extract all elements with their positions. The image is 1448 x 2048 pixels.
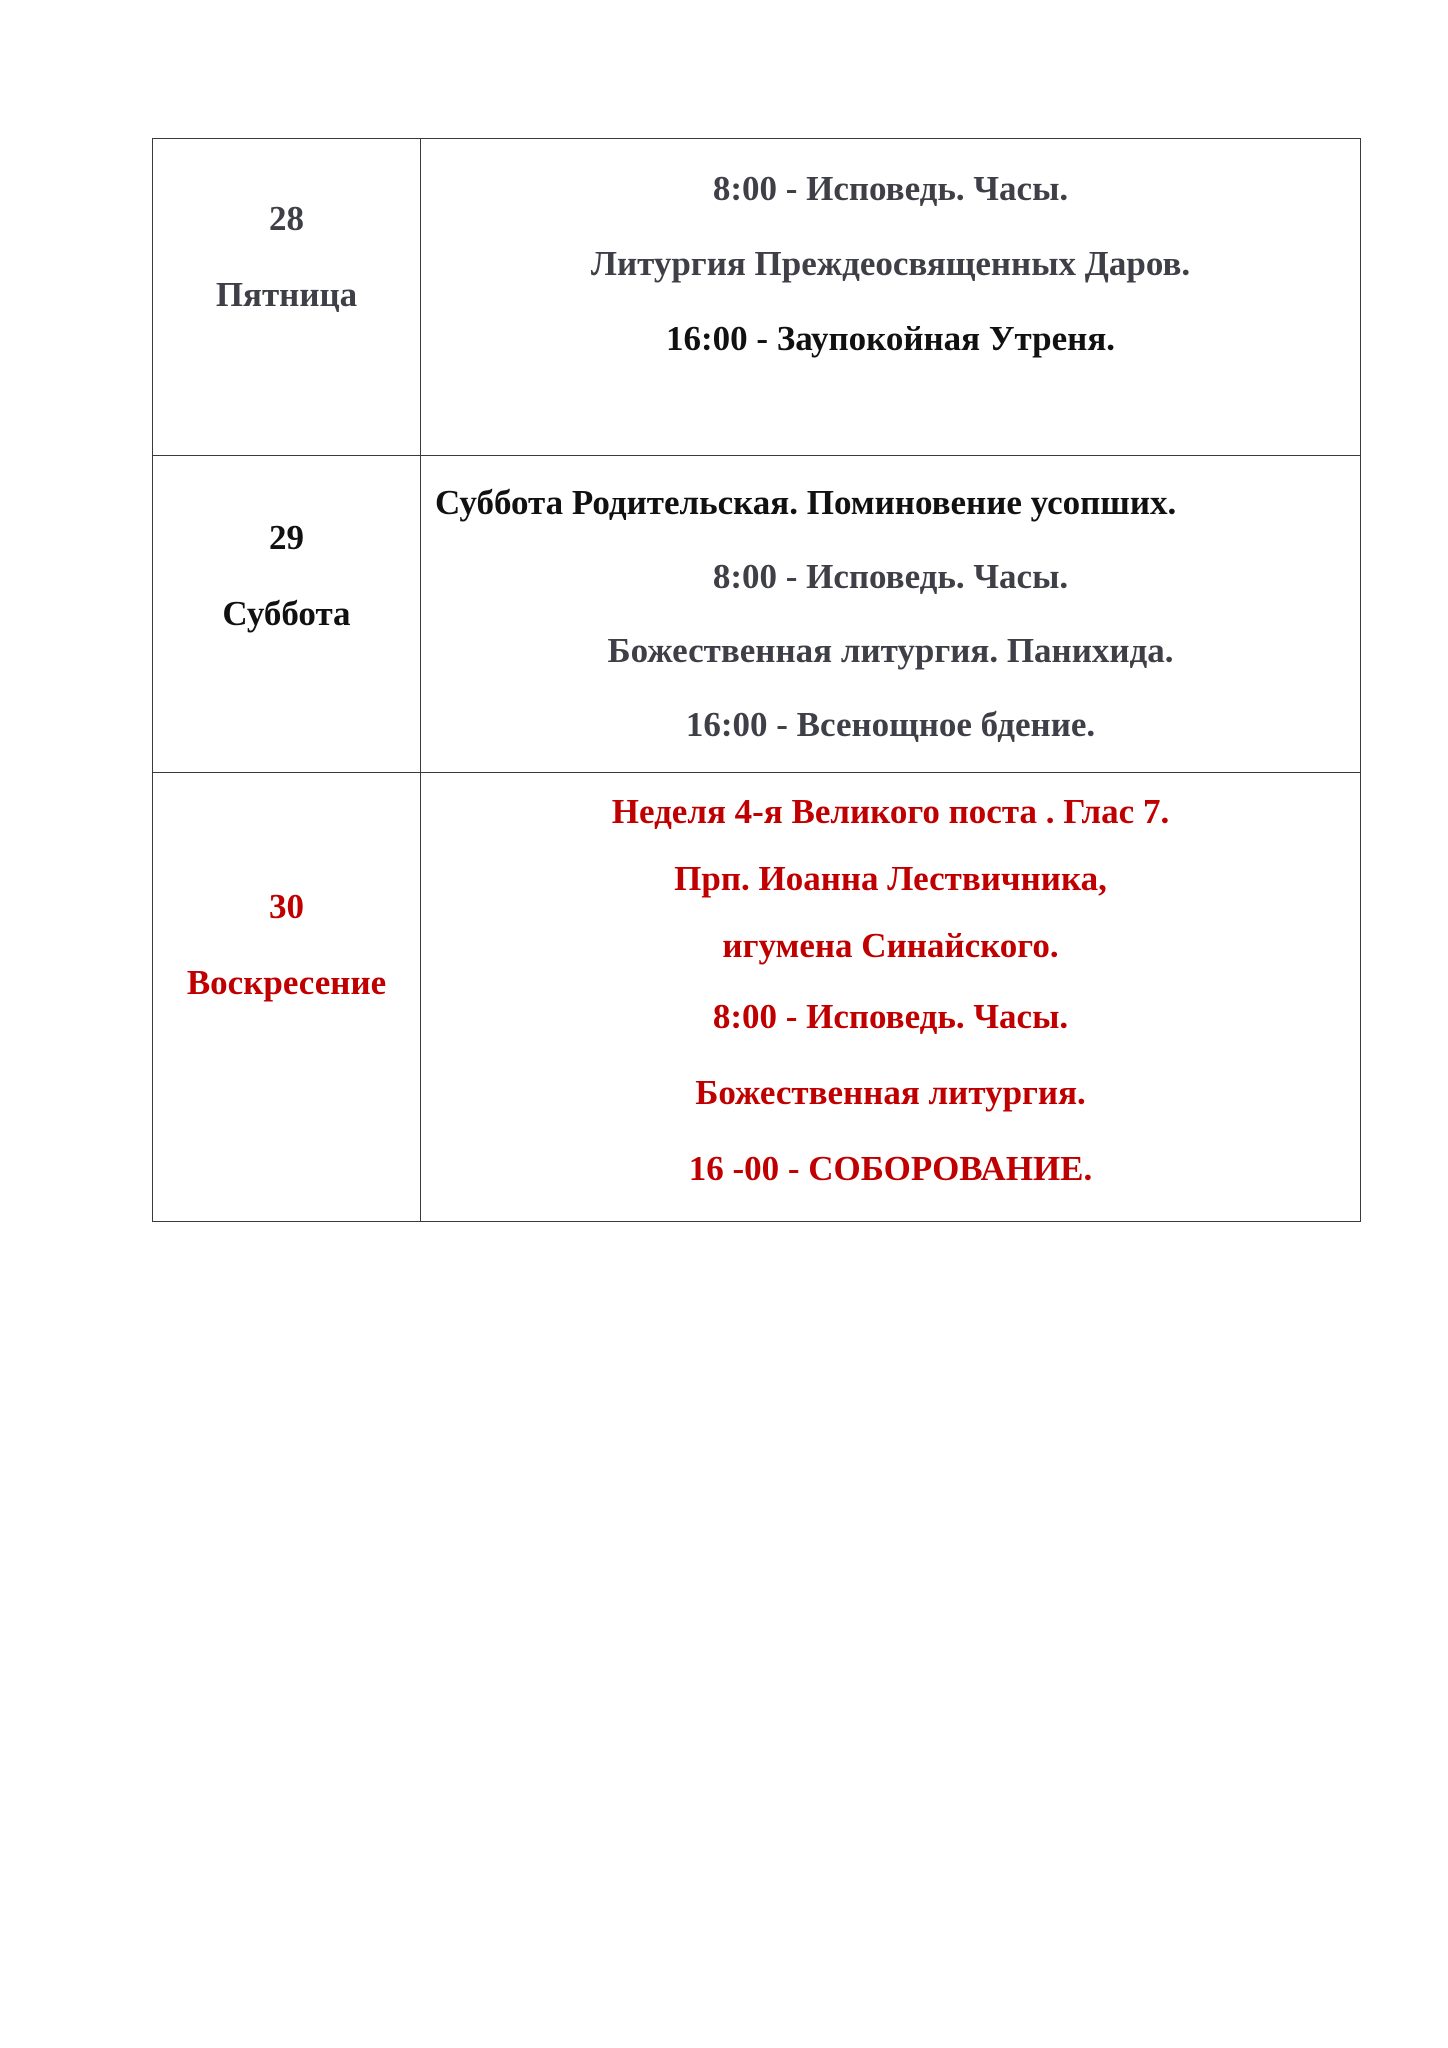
- day-name: Воскресение: [186, 963, 387, 1002]
- service-line: 8:00 - Исповедь. Часы.: [712, 168, 1069, 208]
- service-line: 16:00 - Всенощное бдение.: [685, 705, 1096, 744]
- service-line: Суббота Родительская. Поминовение усопших.: [435, 483, 1177, 522]
- service-line: 16:00 - Заупокойная Утреня.: [665, 318, 1116, 358]
- services-cell: [421, 456, 1361, 773]
- table-row: [153, 456, 1361, 773]
- service-line: 8:00 - Исповедь. Часы.: [712, 557, 1069, 596]
- service-line: Божественная литургия.: [695, 1072, 1086, 1112]
- service-line: игумена Синайского.: [722, 925, 1059, 965]
- service-line: Божественная литургия. Панихида.: [607, 631, 1174, 670]
- day-cell: [153, 773, 421, 1222]
- day-number: 29: [269, 518, 304, 557]
- day-number: 28: [269, 199, 304, 238]
- day-name: Пятница: [215, 275, 358, 314]
- service-line: 8:00 - Исповедь. Часы.: [712, 996, 1069, 1036]
- service-line: Прп. Иоанна Лествичника,: [674, 858, 1107, 898]
- service-line: Неделя 4-я Великого поста . Глас 7.: [611, 791, 1170, 831]
- service-line: 16 -00 - СОБОРОВАНИЕ.: [688, 1148, 1093, 1188]
- service-schedule-table: [152, 138, 1361, 1222]
- day-name: Суббота: [222, 594, 351, 633]
- day-cell: [153, 139, 421, 456]
- day-cell: [153, 456, 421, 773]
- services-cell: [421, 139, 1361, 456]
- table-row: [153, 139, 1361, 456]
- day-number: 30: [269, 887, 304, 926]
- table-row: [153, 773, 1361, 1222]
- service-line: Литургия Преждеосвященных Даров.: [590, 243, 1191, 283]
- services-cell: [421, 773, 1361, 1222]
